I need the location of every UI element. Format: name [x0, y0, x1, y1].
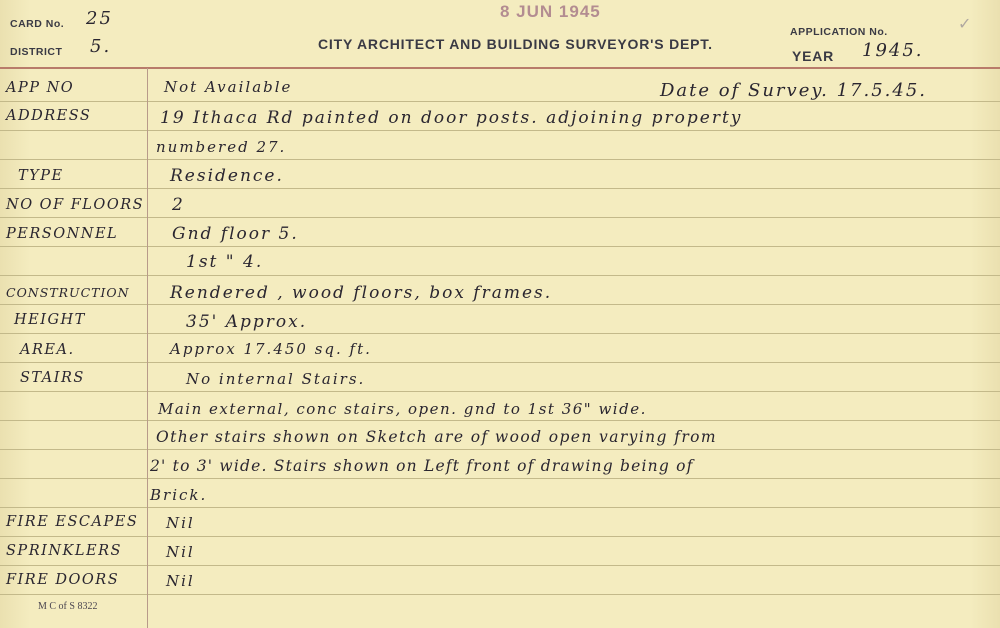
type-value: Residence.	[170, 166, 284, 186]
construction-value: Rendered , wood floors, box frames.	[170, 283, 553, 303]
type-label: TYPE	[18, 168, 64, 184]
personnel-line-1: Gnd floor 5.	[172, 224, 299, 244]
height-label: HEIGHT	[14, 312, 86, 328]
fire-doors-label: FIRE DOORS	[6, 572, 120, 588]
height-value: 35' Approx.	[186, 312, 308, 332]
sprinklers-value: Nil	[166, 543, 195, 561]
personnel-line-2: 1st " 4.	[186, 252, 264, 272]
area-value: Approx 17.450 sq. ft.	[170, 340, 372, 358]
app-no-label: APP NO	[6, 80, 75, 96]
address-line-2: numbered 27.	[156, 138, 287, 156]
district-value: 5.	[90, 36, 112, 57]
application-no-label: APPLICATION No.	[790, 26, 888, 38]
margin-line	[147, 68, 148, 628]
form-number: M C of S 8322	[38, 601, 98, 612]
stairs-line-3: Other stairs shown on Sketch are of wood open varying from	[156, 428, 717, 446]
card-no-label: CARD No.	[10, 18, 65, 30]
fire-escapes-value: Nil	[166, 514, 195, 532]
address-line-1: 19 Ithaca Rd painted on door posts. adjoining property	[160, 108, 743, 128]
year-value: 1945.	[862, 40, 924, 61]
floors-value: 2	[172, 195, 185, 215]
check-mark-icon: ✓	[958, 16, 972, 33]
header-rule	[0, 67, 1000, 69]
construction-label: CONSTRUCTION	[6, 285, 130, 300]
stairs-line-4: 2' to 3' wide. Stairs shown on Left front of drawing being of	[150, 457, 694, 475]
stairs-line-1: No internal Stairs.	[186, 370, 366, 388]
area-label: AREA.	[20, 342, 75, 358]
floors-label: NO OF FLOORS	[6, 197, 145, 213]
stairs-line-5: Brick.	[150, 486, 208, 504]
sprinklers-label: SPRINKLERS	[6, 543, 122, 559]
address-label: ADDRESS	[6, 108, 92, 124]
stairs-line-2: Main external, conc stairs, open. gnd to 1st 36" wide.	[158, 400, 647, 418]
fire-doors-value: Nil	[166, 572, 195, 590]
stairs-label: STAIRS	[20, 370, 85, 386]
district-label: DISTRICT	[10, 46, 63, 58]
year-label: YEAR	[792, 48, 835, 64]
personnel-label: PERSONNEL	[6, 226, 119, 242]
received-date-stamp: 8 JUN 1945	[500, 2, 601, 21]
date-of-survey: Date of Survey. 17.5.45.	[660, 80, 927, 101]
card-no-value: 25	[86, 8, 113, 29]
fire-escapes-label: FIRE ESCAPES	[6, 514, 139, 530]
department-title: CITY ARCHITECT AND BUILDING SURVEYOR'S DEPT.	[318, 36, 713, 52]
app-no-value: Not Available	[164, 78, 293, 96]
